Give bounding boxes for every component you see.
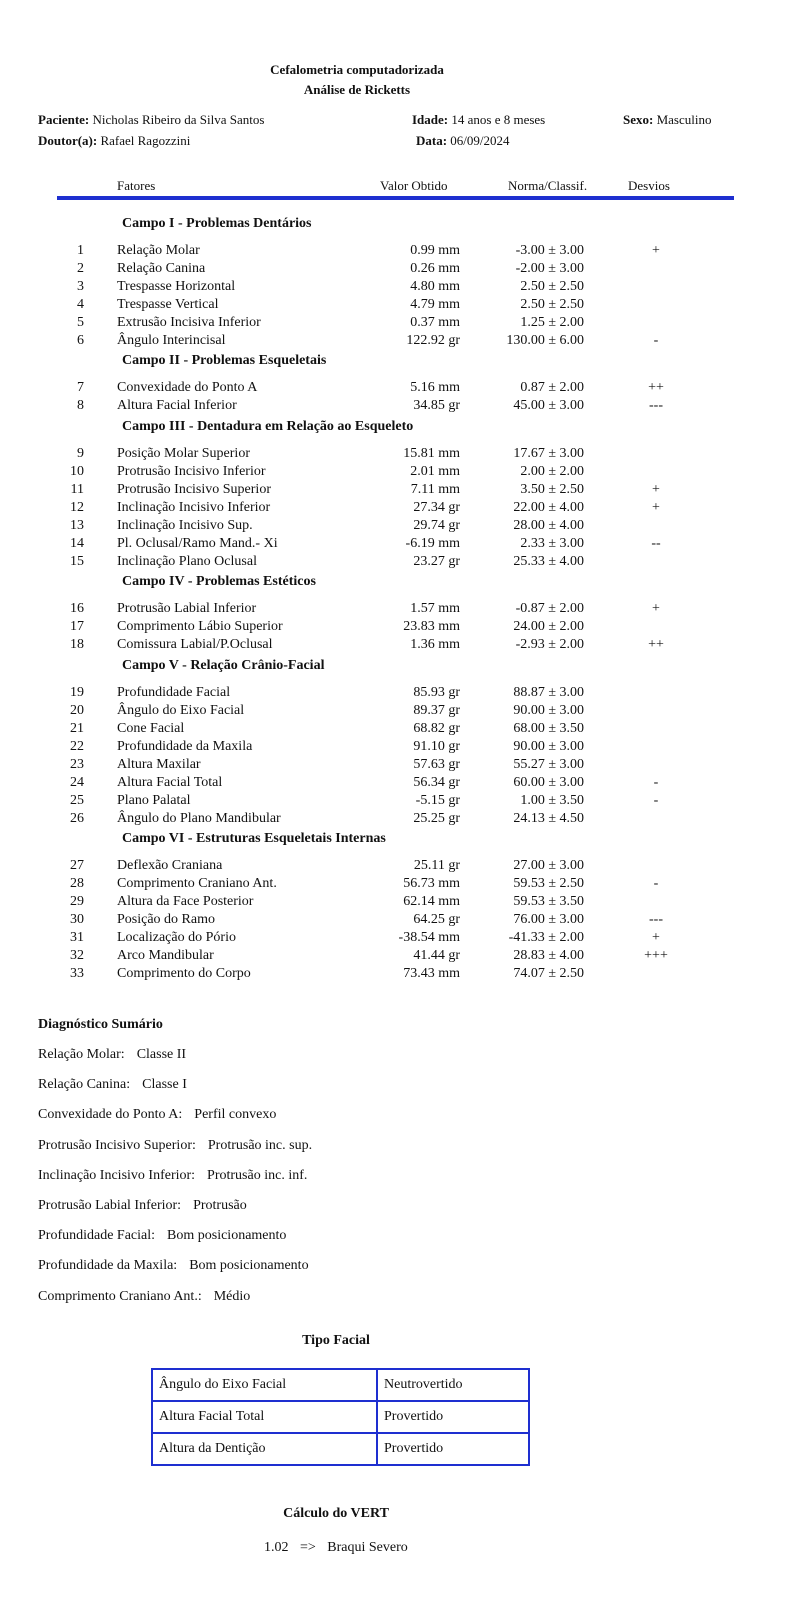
table-row [0,463,806,481]
date-info [416,133,510,149]
table-row [0,875,806,893]
table-row [0,499,806,517]
section-title: Campo I - Problemas Dentários [122,216,312,231]
factor-name: Protrusão Incisivo Inferior [117,464,266,479]
norm-value: 2.33 ± 3.00 [520,536,584,551]
norm-value: 24.13 ± 4.50 [513,811,584,826]
row-number: 17 [70,619,84,634]
age-info [412,112,545,128]
obtained-value: 57.63 gr [413,757,460,772]
sex-value: Masculino [656,112,712,127]
factor-name: Comprimento Craniano Ant. [117,876,277,891]
deviation: + [652,500,660,515]
vert-classification: Braqui Severo [327,1540,408,1555]
norm-value: -41.33 ± 2.00 [508,930,584,945]
row-number: 29 [70,894,84,909]
factor-name: Comprimento Lábio Superior [117,619,283,634]
factor-name: Trespasse Vertical [117,297,219,312]
tipo-facial-label: Altura Facial Total [152,1401,377,1433]
deviation: - [653,775,659,790]
section-title: Campo III - Dentadura em Relação ao Esqueleto [122,419,414,434]
row-number: 33 [70,966,84,981]
age-value: 14 anos e 8 meses [451,112,546,127]
table-row [0,535,806,553]
norm-value: 3.50 ± 2.50 [520,482,584,497]
factor-name: Comissura Labial/P.Oclusal [117,637,273,652]
patient-label: Paciente: [38,112,90,127]
table-row [0,756,806,774]
norm-value: 59.53 ± 2.50 [513,876,584,891]
factor-name: Inclinação Incisivo Sup. [117,518,253,533]
row-number: 5 [77,315,84,330]
norm-value: 28.00 ± 4.00 [513,518,584,533]
section-title: Campo II - Problemas Esqueletais [122,353,327,368]
deviation: -- [651,536,661,551]
norm-value: 28.83 ± 4.00 [513,948,584,963]
factor-name: Ângulo do Plano Mandibular [117,811,281,826]
table-row [0,332,806,350]
obtained-value: 4.80 mm [410,279,460,294]
norm-value: -0.87 ± 2.00 [515,601,584,616]
factor-name: Ângulo Interincisal [117,333,226,348]
obtained-value: 73.43 mm [403,966,460,981]
row-number: 26 [70,811,84,826]
factor-name: Arco Mandibular [117,948,214,963]
section-title: Campo V - Relação Crânio-Facial [122,658,325,673]
obtained-value: 1.57 mm [410,601,460,616]
table-row [0,929,806,947]
obtained-value: 56.34 gr [413,775,460,790]
col-header-norma: Norma/Classif. [508,178,588,193]
deviation: + [652,482,660,497]
row-number: 4 [77,297,84,312]
table-row [0,379,806,397]
summary-value: Classe II [136,1047,187,1062]
obtained-value: 0.99 mm [410,243,460,258]
row-number: 16 [70,601,84,616]
norm-value: 55.27 ± 3.00 [513,757,584,772]
sex-label: Sexo: [623,112,654,127]
row-number: 20 [70,703,84,718]
obtained-value: 5.16 mm [410,380,460,395]
factor-name: Relação Canina [117,261,206,276]
norm-value: 74.07 ± 2.50 [513,966,584,981]
age-label: Idade: [412,112,449,127]
row-number: 27 [70,858,84,873]
factor-name: Posição Molar Superior [117,446,250,461]
norm-value: 0.87 ± 2.00 [520,380,584,395]
summary-label: Protrusão Incisivo Superior: [38,1138,196,1153]
deviation: --- [649,398,663,413]
obtained-value: 34.85 gr [413,398,460,413]
summary-label: Convexidade do Ponto A: [38,1107,183,1122]
table-row [0,296,806,314]
vert-value: 1.02 [264,1540,289,1555]
header-divider [57,196,734,200]
summary-value: Protrusão inc. inf. [207,1168,308,1183]
deviation: + [652,930,660,945]
factor-name: Convexidade do Ponto A [117,380,258,395]
obtained-value: -6.19 mm [405,536,460,551]
vert-arrow: => [300,1540,316,1555]
deviation: - [653,333,659,348]
row-number: 13 [70,518,84,533]
factor-name: Extrusão Incisiva Inferior [117,315,261,330]
factor-name: Altura Facial Inferior [117,398,237,413]
report-title: Cefalometria computadorizada [270,62,444,77]
vert-title: Cálculo do VERT [283,1506,389,1521]
factor-name: Inclinação Incisivo Inferior [117,500,271,515]
report-subtitle: Análise de Ricketts [303,82,411,97]
table-row [0,792,806,810]
norm-value: -2.93 ± 2.00 [515,637,584,652]
factor-name: Posição do Ramo [117,912,215,927]
norm-value: 24.00 ± 2.00 [513,619,584,634]
deviation: --- [649,912,663,927]
factor-name: Inclinação Plano Oclusal [117,554,257,569]
obtained-value: -38.54 mm [398,930,460,945]
summary-label: Inclinação Incisivo Inferior: [38,1168,196,1183]
summary-value: Bom posicionamento [189,1258,309,1273]
summary-label: Profundidade Facial: [38,1228,156,1243]
row-number: 7 [77,380,84,395]
sex-info [623,112,711,128]
norm-value: 90.00 ± 3.00 [513,703,584,718]
obtained-value: 29.74 gr [413,518,460,533]
row-number: 18 [70,637,84,652]
table-row [0,720,806,738]
obtained-value: 41.44 gr [413,948,460,963]
summary-item [38,1198,247,1214]
factor-name: Ângulo do Eixo Facial [117,703,245,718]
norm-value: 76.00 ± 3.00 [513,912,584,927]
obtained-value: 27.34 gr [413,500,460,515]
norm-value: 25.33 ± 4.00 [513,554,584,569]
doctor-label: Doutor(a): [38,133,98,148]
summary-label: Relação Molar: [38,1047,125,1062]
obtained-value: 25.11 gr [413,858,460,873]
tipo-facial-label: Altura da Dentição [152,1433,377,1465]
row-number: 15 [70,554,84,569]
table-row [0,314,806,332]
table-row [0,618,806,636]
row-number: 23 [70,757,84,772]
norm-value: -2.00 ± 3.00 [515,261,584,276]
row-number: 1 [77,243,84,258]
table-row [0,684,806,702]
norm-value: 1.00 ± 3.50 [520,793,584,808]
summary-value: Protrusão [193,1198,247,1213]
row-number: 6 [77,333,84,348]
summary-label: Relação Canina: [38,1077,131,1092]
table-row [0,774,806,792]
col-header-fatores: Fatores [117,178,156,193]
row-number: 24 [70,775,84,790]
obtained-value: 2.01 mm [410,464,460,479]
norm-value: 90.00 ± 3.00 [513,739,584,754]
factor-name: Altura Maxilar [117,757,201,772]
vert-result [264,1540,408,1556]
row-number: 30 [70,912,84,927]
table-row [0,397,806,415]
obtained-value: 85.93 gr [413,685,460,700]
table-row [0,738,806,756]
summary-label: Comprimento Craniano Ant.: [38,1289,202,1304]
factor-name: Plano Palatal [117,793,191,808]
obtained-value: 1.36 mm [410,637,460,652]
obtained-value: 7.11 mm [410,482,460,497]
factor-name: Relação Molar [117,243,200,258]
row-number: 19 [70,685,84,700]
tipo-facial-value: Provertido [377,1433,529,1465]
norm-value: 2.50 ± 2.50 [520,297,584,312]
obtained-value: 23.27 gr [413,554,460,569]
summary-item [38,1228,286,1244]
summary-item [38,1107,276,1123]
patient-name: Nicholas Ribeiro da Silva Santos [92,112,265,127]
table-row [0,965,806,983]
row-number: 9 [77,446,84,461]
obtained-value: 91.10 gr [413,739,460,754]
table-row [0,911,806,929]
date-label: Data: [416,133,448,148]
norm-value: 60.00 ± 3.00 [513,775,584,790]
tipo-facial-row [152,1401,529,1433]
row-number: 25 [70,793,84,808]
deviation: ++ [648,637,664,652]
obtained-value: 0.37 mm [410,315,460,330]
obtained-value: 62.14 mm [403,894,460,909]
tipo-facial-value: Neutrovertido [377,1369,529,1401]
norm-value: 59.53 ± 3.50 [513,894,584,909]
summary-value: Médio [213,1289,251,1304]
table-row [0,242,806,260]
obtained-value: 0.26 mm [410,261,460,276]
factor-name: Protrusão Labial Inferior [117,601,257,616]
deviation: + [652,601,660,616]
factor-name: Pl. Oclusal/Ramo Mand.- Xi [117,536,278,551]
row-number: 12 [70,500,84,515]
summary-item [38,1289,250,1305]
norm-value: 130.00 ± 6.00 [506,333,584,348]
table-row [0,481,806,499]
doctor-info [38,133,190,149]
deviation: - [653,793,659,808]
summary-item [38,1168,307,1184]
factor-name: Protrusão Incisivo Superior [117,482,271,497]
factor-name: Altura da Face Posterior [117,894,254,909]
table-row [0,445,806,463]
obtained-value: 4.79 mm [410,297,460,312]
table-row [0,702,806,720]
row-number: 21 [70,721,84,736]
obtained-value: 23.83 mm [403,619,460,634]
section-title: Campo VI - Estruturas Esqueletais Internas [122,831,386,846]
table-row [0,260,806,278]
norm-value: 1.25 ± 2.00 [520,315,584,330]
obtained-value: 25.25 gr [413,811,460,826]
deviation: +++ [644,948,668,963]
date-value: 06/09/2024 [450,133,510,148]
summary-value: Bom posicionamento [167,1228,287,1243]
row-number: 11 [70,482,84,497]
norm-value: 2.00 ± 2.00 [520,464,584,479]
factor-name: Altura Facial Total [117,775,223,790]
table-row [0,857,806,875]
row-number: 22 [70,739,84,754]
patient-info [38,112,264,128]
row-number: 2 [77,261,84,276]
row-number: 28 [70,876,84,891]
norm-value: 2.50 ± 2.50 [520,279,584,294]
obtained-value: 64.25 gr [413,912,460,927]
tipo-facial-table [151,1368,530,1466]
factor-name: Cone Facial [117,721,185,736]
tipo-facial-value: Provertido [377,1401,529,1433]
summary-item [38,1077,187,1093]
summary-value: Perfil convexo [194,1107,277,1122]
row-number: 31 [70,930,84,945]
obtained-value: 68.82 gr [413,721,460,736]
norm-value: 88.87 ± 3.00 [513,685,584,700]
table-row [0,947,806,965]
summary-item [38,1258,309,1274]
table-row [0,278,806,296]
section-title: Campo IV - Problemas Estéticos [122,574,316,589]
factor-name: Comprimento do Corpo [117,966,251,981]
deviation: + [652,243,660,258]
obtained-value: 56.73 mm [403,876,460,891]
norm-value: 27.00 ± 3.00 [513,858,584,873]
table-row [0,636,806,654]
norm-value: 68.00 ± 3.50 [513,721,584,736]
col-header-valor: Valor Obtido [380,178,448,193]
summary-title: Diagnóstico Sumário [38,1017,163,1032]
obtained-value: 89.37 gr [413,703,460,718]
norm-value: 22.00 ± 4.00 [513,500,584,515]
row-number: 8 [77,398,84,413]
table-row [0,893,806,911]
row-number: 14 [70,536,84,551]
summary-label: Profundidade da Maxila: [38,1258,178,1273]
summary-label: Protrusão Labial Inferior: [38,1198,182,1213]
table-row [0,810,806,828]
deviation: - [653,876,659,891]
row-number: 3 [77,279,84,294]
norm-value: 17.67 ± 3.00 [513,446,584,461]
summary-value: Classe I [142,1077,187,1092]
factor-name: Profundidade da Maxila [117,739,253,754]
summary-item [38,1047,186,1063]
deviation: ++ [648,380,664,395]
doctor-name: Rafael Ragozzini [100,133,191,148]
norm-value: 45.00 ± 3.00 [513,398,584,413]
summary-value: Protrusão inc. sup. [207,1138,313,1153]
tipo-facial-row [152,1369,529,1401]
obtained-value: -5.15 gr [415,793,460,808]
row-number: 10 [70,464,84,479]
col-header-desvios: Desvios [628,178,670,193]
factor-name: Profundidade Facial [117,685,231,700]
obtained-value: 122.92 gr [406,333,460,348]
table-row [0,517,806,535]
factor-name: Deflexão Craniana [117,858,223,873]
tipo-facial-label: Ângulo do Eixo Facial [152,1369,377,1401]
factor-name: Localização do Pório [117,930,236,945]
summary-item [38,1138,312,1154]
tipo-facial-row [152,1433,529,1465]
row-number: 32 [70,948,84,963]
tipo-facial-title: Tipo Facial [302,1333,370,1348]
norm-value: -3.00 ± 3.00 [515,243,584,258]
factor-name: Trespasse Horizontal [117,279,236,294]
table-row [0,553,806,571]
obtained-value: 15.81 mm [403,446,460,461]
table-row [0,600,806,618]
